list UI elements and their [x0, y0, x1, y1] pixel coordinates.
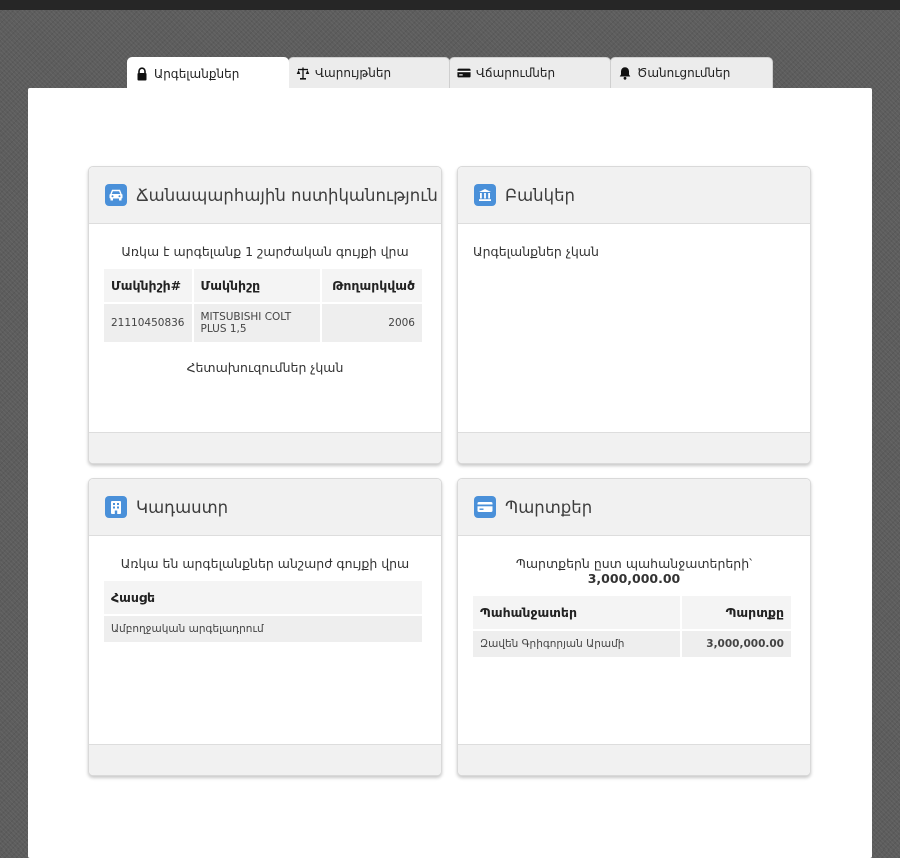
- card-header: [458, 479, 810, 536]
- debt-summary-label: Պարտքերն ըստ պահանջատերերի՝: [515, 556, 753, 571]
- tab-proceedings[interactable]: [288, 57, 450, 88]
- tab-label: Վճարումներ: [476, 66, 556, 80]
- address-table: [102, 579, 424, 644]
- card-footer: [89, 744, 441, 775]
- card-footer: [458, 432, 810, 463]
- content-panel: [28, 88, 872, 858]
- column-header: Պարտքը: [682, 596, 791, 629]
- card-footer: [89, 432, 441, 463]
- card-header: [89, 479, 441, 536]
- tab-bar: [127, 57, 773, 88]
- creditor-cell: Զավեն Գրիգորյան Արամի: [473, 631, 680, 657]
- tab-label: Արգելանքներ: [154, 66, 240, 81]
- tab-label: Վարույթներ: [315, 66, 392, 80]
- debt-summary: [473, 556, 795, 586]
- card-header: [458, 167, 810, 224]
- credit-card-icon: [457, 66, 471, 80]
- bank-icon: [474, 184, 496, 206]
- search-note: Հետախուզումներ չկան: [186, 360, 344, 375]
- card-traffic-police: [88, 166, 442, 464]
- no-arrests-message: Արգելանքներ չկան: [473, 244, 599, 259]
- building-icon: [105, 496, 127, 518]
- column-header: Թողարկված: [322, 269, 422, 302]
- card-debts: [457, 478, 811, 776]
- tab-label: Ծանուցումներ: [637, 66, 731, 80]
- debt-amount-cell: 3,000,000.00: [682, 631, 791, 657]
- tab-notifications[interactable]: [610, 57, 773, 88]
- card-title: Բանկեր: [505, 185, 575, 205]
- column-header: Մակնիշը: [194, 269, 321, 302]
- release-year-cell: 2006: [322, 304, 422, 342]
- card-header: [89, 167, 441, 224]
- arrest-summary: Առկա է արգելանք 1 շարժական գույքի վրա: [121, 244, 409, 259]
- scales-icon: [296, 66, 310, 80]
- table-row: [104, 304, 422, 342]
- card-title: Պարտքեր: [505, 497, 593, 517]
- vehicle-model-cell: MITSUBISHI COLT PLUS 1,5: [194, 304, 321, 342]
- card-title: Ճանապարհային ոստիկանություն: [136, 185, 438, 205]
- table-row: [473, 631, 791, 657]
- credit-card-icon: [474, 496, 496, 518]
- card-title: Կադաստր: [136, 497, 229, 517]
- address-cell: Ամբողջական արգելադրում: [104, 616, 422, 642]
- bell-icon: [618, 66, 632, 80]
- arrest-summary: Առկա են արգելանքներ անշարժ գույքի վրա: [120, 556, 410, 571]
- debt-summary-value: 3,000,000.00: [587, 571, 681, 586]
- card-cadastre: [88, 478, 442, 776]
- car-icon: [105, 184, 127, 206]
- column-header: Մակնիշի#: [104, 269, 192, 302]
- tab-arrests[interactable]: [127, 57, 289, 89]
- card-banks: [457, 166, 811, 464]
- top-bar: [0, 0, 900, 10]
- table-row: [104, 616, 422, 642]
- column-header: Հասցե: [104, 581, 422, 614]
- vehicle-table: [102, 267, 424, 344]
- tab-payments[interactable]: [449, 57, 611, 88]
- plate-number-cell: 21110450836: [104, 304, 192, 342]
- card-footer: [458, 744, 810, 775]
- debts-table: [471, 594, 793, 659]
- column-header: Պահանջատեր: [473, 596, 680, 629]
- lock-icon: [135, 67, 149, 81]
